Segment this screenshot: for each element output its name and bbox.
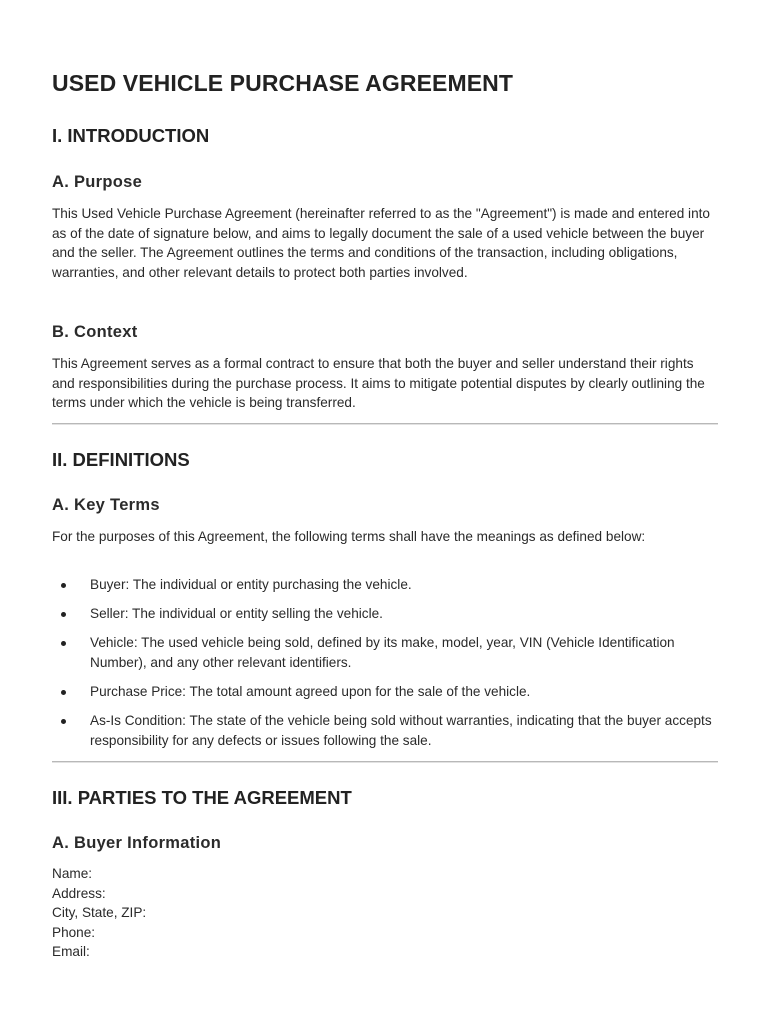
definition-buyer: Buyer: The individual or entity purchasing the vehicle. (90, 577, 412, 592)
subsection-heading-context: B. Context (52, 323, 138, 341)
section-heading-definitions: II. DEFINITIONS (52, 449, 190, 470)
subsection-heading-key-terms: A. Key Terms (52, 496, 160, 514)
definitions-list (52, 575, 718, 760)
list-item (52, 575, 718, 595)
list-item (52, 711, 718, 750)
section-heading-parties: III. PARTIES TO THE AGREEMENT (52, 787, 352, 808)
purpose-paragraph: This Used Vehicle Purchase Agreement (hereinafter referred to as the "Agreement") is made and entered into as of the date of signature below, and aims to legally document the sale of a used vehicle between the buyer and the seller. The Agreement outlines the terms and conditions of the transaction, including obligations, warranties, and other relevant details to protect both parties involved. (52, 206, 710, 280)
subsection-heading-purpose: A. Purpose (52, 173, 143, 191)
document-title: USED VEHICLE PURCHASE AGREEMENT (52, 70, 514, 96)
buyer-phone-label: Phone: (52, 924, 96, 940)
bullet-icon (61, 612, 66, 617)
definition-seller: Seller: The individual or entity selling the vehicle. (90, 606, 383, 622)
context-paragraph: This Agreement serves as a formal contract to ensure that both the buyer and seller understand their rights and responsibilities during the purchase process. It aims to mitigate potential disputes by clearly outlining the terms under which the vehicle is being transferred. (52, 356, 705, 411)
section-divider (52, 423, 718, 424)
bullet-icon (61, 690, 66, 695)
buyer-name-label: Name: (52, 866, 93, 881)
list-item (52, 604, 718, 624)
bullet-icon (61, 719, 66, 724)
section-divider (52, 761, 718, 762)
list-item (52, 682, 718, 702)
buyer-information-fields (52, 864, 146, 962)
list-item (52, 633, 718, 672)
definition-as-is-condition: As-Is Condition: The state of the vehicle being sold without warranties, indicating that the buyer accepts responsibility for any defects or issues following the sale. (90, 713, 712, 748)
section-heading-introduction: I. INTRODUCTION (52, 125, 210, 146)
definition-purchase-price: Purchase Price: The total amount agreed upon for the sale of the vehicle. (90, 684, 531, 700)
bullet-icon (61, 641, 66, 646)
buyer-city-state-zip-label: City, State, ZIP: (52, 905, 147, 921)
key-terms-intro: For the purposes of this Agreement, the following terms shall have the meanings as defined below: (52, 529, 646, 544)
bullet-icon (61, 583, 66, 588)
definition-vehicle: Vehicle: The used vehicle being sold, defined by its make, model, year, VIN (Vehicle Identification Number), and any other relevant identifiers. (90, 635, 675, 670)
buyer-address-label: Address: (52, 885, 106, 901)
subsection-heading-buyer-information: A. Buyer Information (52, 834, 222, 852)
buyer-email-label: Email: (52, 944, 90, 960)
